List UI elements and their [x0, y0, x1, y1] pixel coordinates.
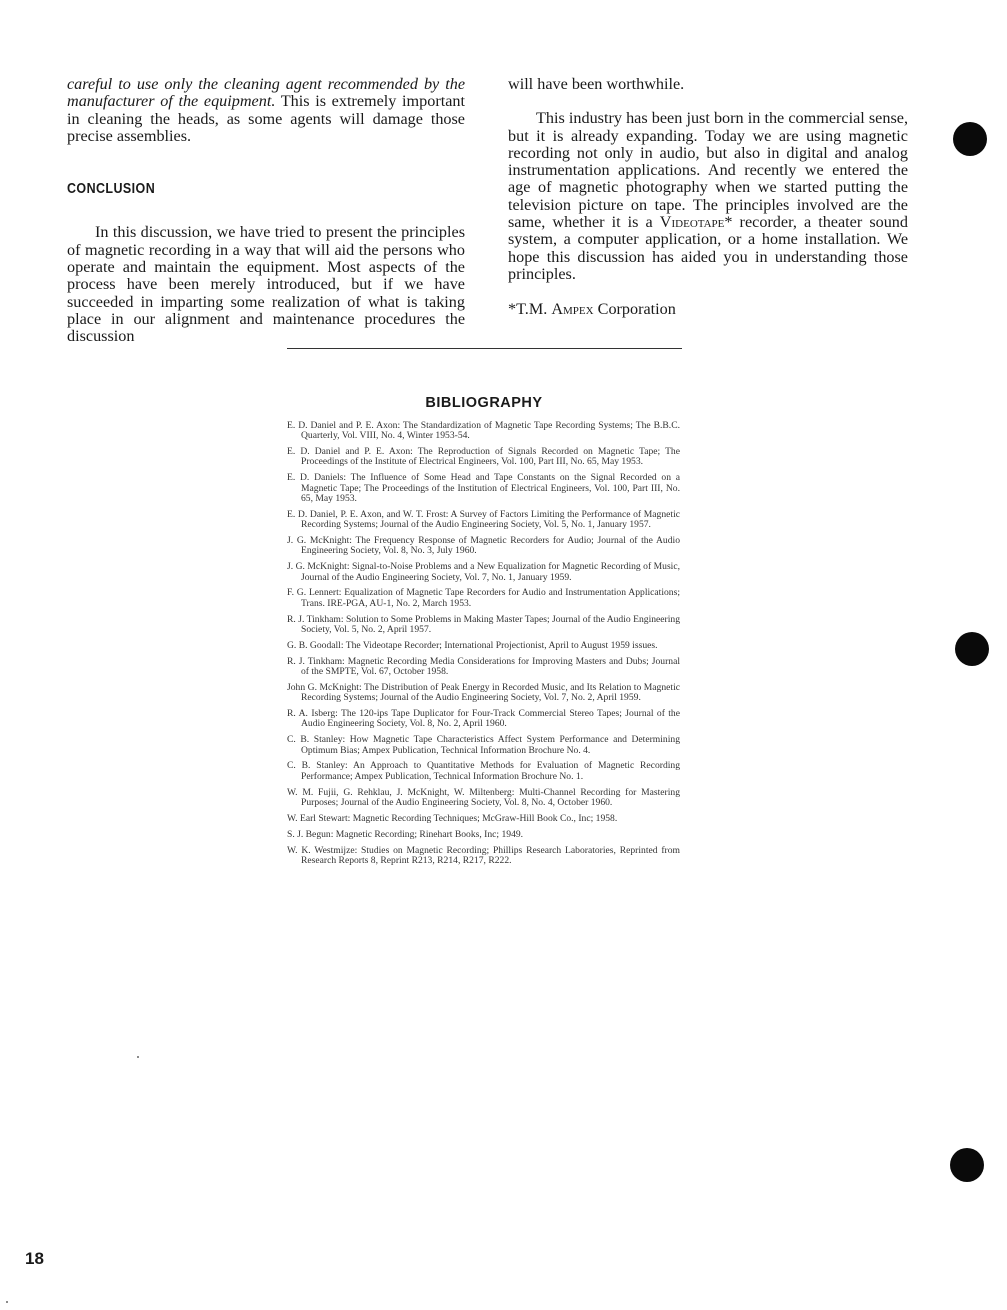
page-number: 18	[25, 1249, 44, 1268]
right-paragraph-2	[508, 110, 908, 283]
paragraph-text: recorder, a theater sound system, a computer application, or a home installation. We hope this discussion has aided you in understanding those principles.	[508, 213, 908, 283]
bibliography-entry: E. D. Daniel, P. E. Axon, and W. T. Frost: A Survey of Factors Limiting the Performance of Magnetic Recording Systems; Journal of the Audio Engineering Society, Vol. 5, No. 1, January 1957.	[287, 508, 680, 531]
bibliography-entry: E. D. Daniel and P. E. Axon: The Standardization of Magnetic Tape Recording Systems; The B.B.C. Quarterly, Vol. VIII, No. 4, Winter 1953-54.	[287, 420, 680, 442]
bibliography-entry: F. G. Lennert: Equalization of Magnetic Tape Recorders for Audio and Instrumentation Applications; Trans. IRE-PGA, AU-1, No. 2, March 1953.	[287, 587, 680, 609]
bibliography-entry: W. M. Fujii, G. Rehklau, J. McKnight, W. Miltenberg: Multi-Channel Recording for Mastering Purposes; Journal of the Audio Engineering Society, Vol. 8, No. 4, October 1960.	[287, 786, 680, 808]
scan-speck	[6, 1301, 8, 1303]
footnote-text: Corporation	[593, 300, 676, 319]
footnote-mark: *T.M.	[508, 300, 552, 319]
bibliography-entry: E. D. Daniel and P. E. Axon: The Reproduction of Signals Recorded on Magnetic Tape; The Proceedings of the Institute of Electrical Engineers, Vol. 100, Part III, No. 65, May 1953.	[287, 446, 680, 468]
right-paragraph-1: will have been worthwhile.	[508, 75, 685, 93]
bibliography-list	[287, 421, 680, 872]
bibliography-entry: C. B. Stanley: An Approach to Quantitative Methods for Evaluation of Magnetic Recording Performance; Ampex Publication, Technical Information Brochure No. 1.	[287, 760, 680, 782]
bibliography-entry: C. B. Stanley: How Magnetic Tape Characteristics Affect System Performance and Determining Optimum Bias; Ampex Publication, Technical Information Brochure No. 4.	[287, 734, 680, 756]
bibliography-entry: John G. McKnight: The Distribution of Peak Energy in Recorded Music, and Its Relation to Magnetic Recording Systems; Journal of the Audio Engineering Society, Vol. 7, No. 2, April 1959.	[287, 681, 680, 704]
bibliography-title: BIBLIOGRAPHY	[425, 395, 543, 411]
bibliography-entry: R. J. Tinkham: Solution to Some Problems in Making Master Tapes; Journal of the Audio Engineering Society, Vol. 5, No. 2, April 1957.	[287, 613, 680, 635]
bibliography-entry: E. D. Daniels: The Influence of Some Head and Tape Constants on the Signal Recorded on a Magnetic Tape; The Proceedings of the Institution of Electrical Engineers, Vol. 100, Part III, No. 65, May 1953.	[287, 472, 680, 504]
left-paragraph-1	[67, 76, 465, 145]
right-column	[508, 76, 908, 319]
paragraph-text: This is extremely important in cleaning the heads, as some agents will damage those precise assemblies.	[67, 92, 465, 145]
left-paragraph-2: In this discussion, we have tried to present the principles of magnetic recording in a way that will aid the persons who operate and maintain the equipment. Most aspects of the process have been merely introduced, but if we have succeeded in imparting some realization of what is taking place in our alignment and maintenance procedures the discussion	[67, 223, 465, 346]
bibliography-entry: R. J. Tinkham: Magnetic Recording Media Considerations for Improving Masters and Dubs; Journal of the SMPTE, Vol. 67, October 1958.	[287, 655, 680, 677]
bibliography-entry: S. J. Begun: Magnetic Recording; Rinehart Books, Inc; 1949.	[287, 828, 524, 840]
trademark-text: Videotape*	[659, 213, 733, 232]
binder-hole-top	[953, 122, 987, 156]
bibliography-entry: R. A. Isberg: The 120-ips Tape Duplicator for Four-Track Commercial Stereo Tapes; Journal of the Audio Engineering Society, Vol. 8, No. 2, April 1960.	[287, 708, 680, 730]
bibliography-entry: J. G. McKnight: Signal-to-Noise Problems and a New Equalization for Magnetic Recording of Music, Journal of the Audio Engineering Society, Vol. 7, No. 1, January 1959.	[287, 561, 680, 583]
footnote-brand: Ampex	[551, 300, 594, 319]
binder-hole-bottom	[950, 1148, 984, 1182]
left-column	[67, 76, 465, 346]
binder-hole-middle	[955, 632, 989, 666]
bibliography-entry: W. K. Westmijze: Studies on Magnetic Recording; Phillips Research Laboratories, Reprinted from Research Reports 8, Reprint R213, R214, R217, R222.	[287, 844, 680, 866]
section-heading-conclusion: CONCLUSION	[67, 181, 156, 198]
paragraph-text: This industry has been just born in the commercial sense, but it is already expanding. Today we are using magnetic recording not only in audio, but also in digital and analog instrumentation applications. And recently we entered the age of magnetic photography when we started putting the television picture on tape. The principles involved are the same, whether it is a	[508, 109, 908, 232]
bibliography-entry: W. Earl Stewart: Magnetic Recording Techniques; McGraw-Hill Book Co., Inc; 1958.	[287, 812, 618, 824]
bibliography-entry: G. B. Goodall: The Videotape Recorder; International Projectionist, April to August 1959 issues.	[287, 639, 658, 651]
bibliography-entry: J. G. McKnight: The Frequency Response of Magnetic Recorders for Audio; Journal of the Audio Engineering Society, Vol. 8, No. 3, July 1960.	[287, 535, 680, 557]
trademark-footnote	[508, 301, 908, 318]
emphasized-text: careful to use only the cleaning agent recommended by the manufacturer of the equipment.	[67, 75, 465, 111]
section-divider	[287, 348, 682, 349]
scan-speck	[137, 1056, 139, 1058]
